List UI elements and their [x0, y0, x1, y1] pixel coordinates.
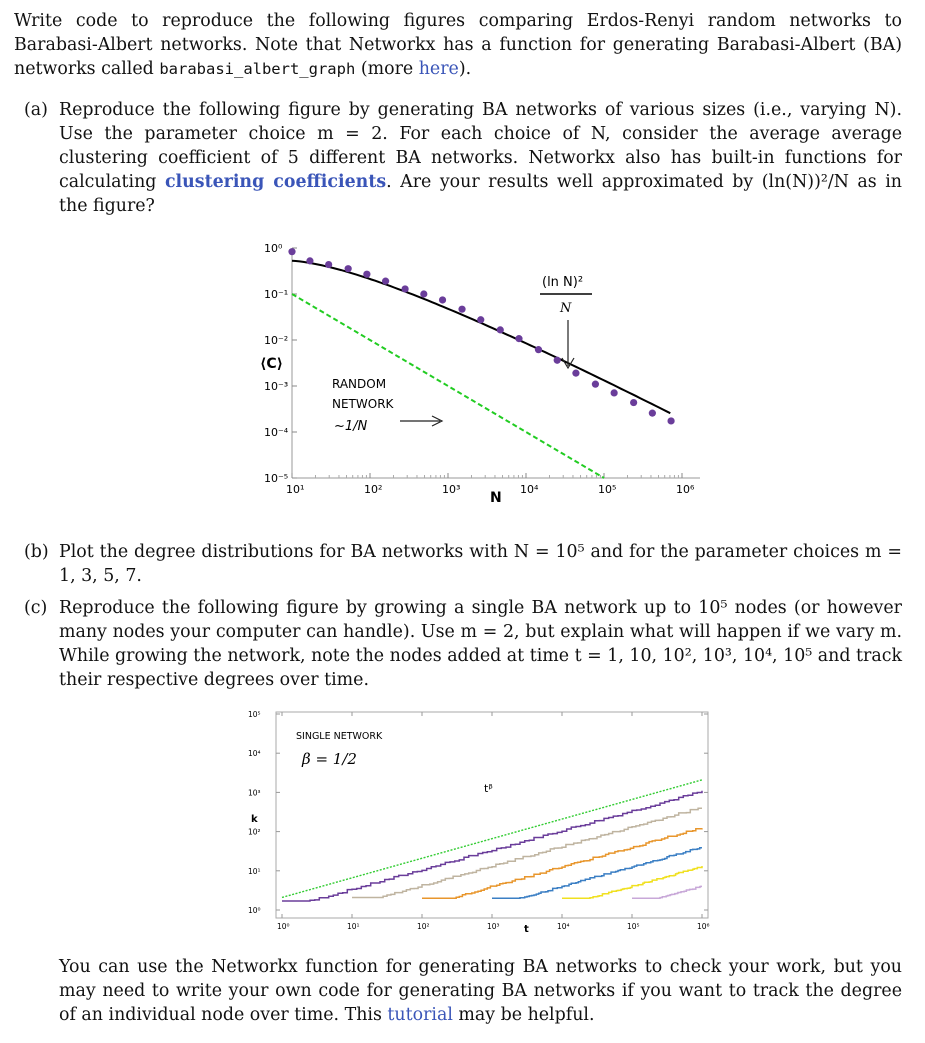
ba-data-point [345, 265, 352, 272]
ba-data-point [572, 370, 579, 377]
y-tick-label: 10¹ [248, 866, 261, 876]
clustering-coefficients-link[interactable]: clustering coefficients [164, 172, 387, 192]
ba-data-point [592, 381, 599, 388]
y-tick-label: 10⁵ [248, 710, 261, 719]
footer-text: You can use the Networkx function for generating BA networks to check your work, but you may need to write your own code for generating BA networks if you want to track the degree of an individual node over time. This [59, 957, 902, 1025]
ba-data-point [402, 285, 409, 292]
x-tick-label: 10⁵ [598, 483, 617, 496]
here-link[interactable]: here [418, 59, 459, 79]
part-b-label: (b) [24, 542, 49, 562]
ba-data-point [611, 389, 618, 396]
part-c-label: (c) [24, 598, 48, 618]
random-label-2: NETWORK [332, 397, 394, 411]
y-tick-label: 10² [248, 827, 261, 837]
chart-title: SINGLE NETWORK [296, 731, 383, 742]
ba-data-point [515, 335, 522, 342]
part-b-paragraph: Plot the degree distributions for BA networks with N = 10⁵ and for the parameter choices m = 1, 3, 5, 7. [59, 542, 902, 586]
clustering-chart-labels [260, 275, 592, 506]
random-label-1: RANDOM [332, 377, 387, 391]
ba-data-point [458, 306, 465, 313]
clustering-chart-frame [292, 248, 700, 478]
ba-data-point [649, 410, 656, 417]
ba-data-point [382, 278, 389, 285]
y-tick-label: 10⁻⁵ [264, 472, 289, 485]
footer-text-2: may be helpful. [452, 1005, 595, 1025]
degree-trajectory-line [632, 886, 702, 898]
function-name-code: barabasi_albert_graph [159, 60, 356, 78]
degree-trajectory-line [352, 808, 702, 897]
degree-chart-frame [276, 712, 708, 918]
x-tick-label: 10³ [487, 922, 500, 931]
ba-data-point [630, 399, 637, 406]
intro-paragraph [14, 9, 902, 81]
degree-growth-chart [240, 702, 720, 938]
y-tick-label: 10⁰ [264, 242, 283, 255]
ba-data-point [497, 326, 504, 333]
x-axis-label: N [490, 490, 502, 506]
footer-paragraph [59, 955, 902, 1027]
part-c-paragraph: Reproduce the following figure by growing a single BA network up to 10⁵ nodes (or however many nodes your computer can handle). Use m = 2, but explain what will happen if we vary m. While growing the network, note the nodes added at time t = 1, 10, 10², 10³, 10⁴, 10⁵ and track their respective degrees over time. [59, 598, 902, 690]
y-tick-label: 10⁻³ [264, 380, 289, 393]
part-a-label: (a) [24, 100, 48, 120]
ba-data-point [288, 248, 295, 255]
y-tick-label: 10³ [248, 788, 261, 798]
degree-trajectory-line [492, 848, 702, 898]
ba-data-point [554, 357, 561, 364]
degree-chart-labels [251, 731, 529, 935]
y-axis-label: ⟨C⟩ [260, 356, 284, 372]
degree-trajectory-line [562, 866, 702, 898]
y-axis-label: k [251, 814, 258, 825]
x-axis-label: t [524, 924, 529, 935]
intro-text: Write code to reproduce the following figures comparing Erdos-Renyi random networks to Barabasi-Albert networks. Note that Networkx has a function for generating Barabasi-Albert (BA) networks called [14, 11, 902, 79]
x-tick-label: 10⁴ [520, 483, 539, 496]
ba-data-point [477, 316, 484, 323]
x-tick-label: 10⁴ [557, 922, 570, 931]
intro-text-2: (more [355, 59, 419, 79]
tbeta-label: tᵝ [484, 782, 493, 795]
part-a-paragraph [59, 98, 902, 218]
y-tick-label: 10⁻⁴ [264, 426, 289, 439]
ba-data-point [325, 261, 332, 268]
part-a-text-2: . Are your results well approximated by (ln(N))²/N as in the figure? [59, 172, 902, 216]
x-tick-label: 10² [417, 922, 430, 931]
random-label-3: ~1/N [334, 419, 368, 434]
y-tick-label: 10⁰ [248, 906, 261, 915]
y-tick-label: 10⁻² [264, 334, 289, 347]
beta-label: β = 1/2 [302, 750, 357, 768]
formula-arrow [562, 320, 574, 368]
ba-data-point [439, 296, 446, 303]
ba-data-point [363, 271, 370, 278]
clustering-chart [230, 220, 710, 510]
part-a-text: Reproduce the following figure by generating BA networks of various sizes (i.e., varying N). Use the parameter choice m = 2. For each choice of N, consider the average average clustering coefficient of 5 different BA networks. Networkx also has built-in functions for calculating [59, 100, 902, 192]
x-tick-label: 10¹ [286, 483, 305, 496]
t-beta-reference-line [282, 780, 702, 898]
x-tick-label: 10² [364, 483, 383, 496]
x-tick-label: 10⁵ [627, 922, 640, 931]
x-tick-label: 10⁶ [676, 483, 695, 496]
x-tick-label: 10¹ [347, 922, 360, 931]
intro-text-3: ). [458, 59, 472, 79]
x-tick-label: 10³ [442, 483, 461, 496]
y-tick-label: 10⁻¹ [264, 288, 289, 301]
formula-numerator: (ln N)² [542, 275, 584, 290]
formula-denominator: N [560, 301, 572, 316]
ba-data-point [420, 290, 427, 297]
y-tick-label: 10⁴ [248, 749, 261, 759]
random-arrow [400, 416, 442, 426]
tutorial-link[interactable]: tutorial [387, 1005, 453, 1025]
x-tick-label: 10⁰ [277, 922, 290, 931]
ba-data-point [306, 257, 313, 264]
ba-data-point [667, 417, 674, 424]
ba-data-point [535, 346, 542, 353]
x-tick-label: 10⁶ [697, 922, 710, 931]
